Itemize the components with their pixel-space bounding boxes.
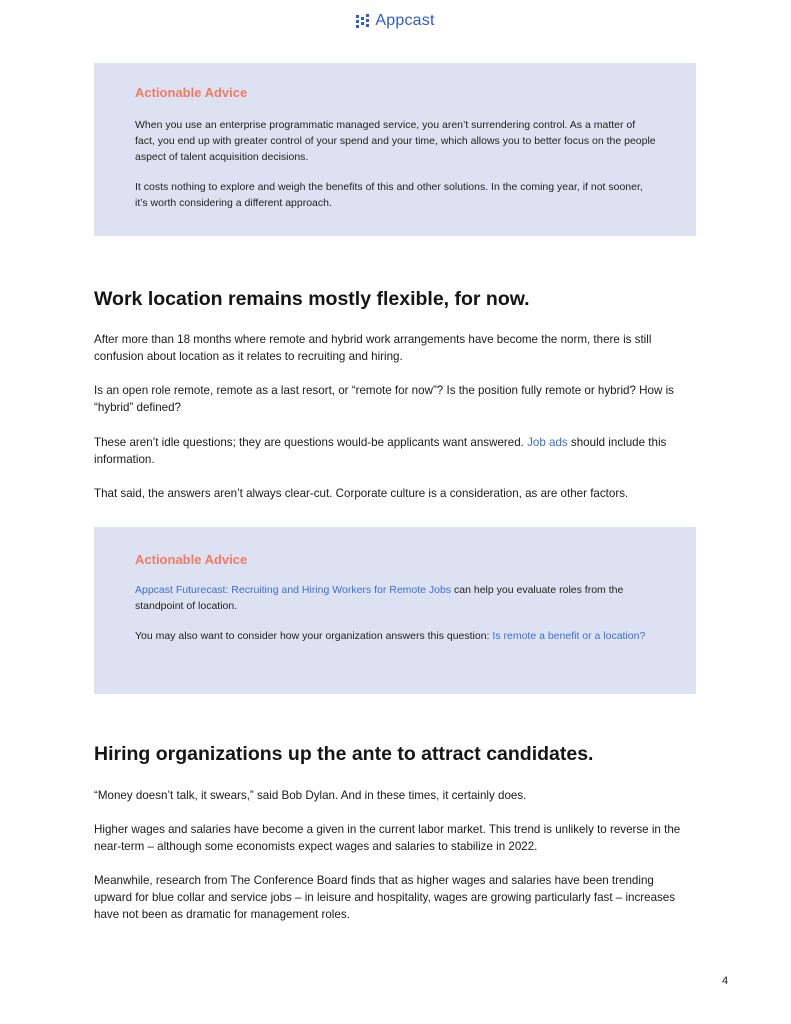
text: can help you evaluate roles from the standpoint of location. (135, 584, 624, 612)
brand-name: Appcast (375, 12, 435, 29)
body-paragraph: Higher wages and salaries have become a given in the current labor market. This trend is unlikely to reverse in the near-term – although some economists expect wages and salaries to stabilize in 2022. (94, 823, 681, 853)
advice-box-1 (94, 63, 696, 236)
text: These aren’t idle questions; they are questions would-be applicants want answered. (94, 436, 528, 449)
body-paragraph (94, 434, 694, 468)
advice-box-2 (94, 527, 696, 694)
body-paragraph: Is an open role remote, remote as a last resort, or “remote for now”? Is the position fully remote or hybrid? How is “hybrid” defined? (94, 384, 674, 414)
job-ads-link[interactable]: Job ads (527, 436, 568, 449)
advice-paragraph (135, 582, 656, 614)
section-heading-hiring: Hiring organizations up the ante to attract candidates. (94, 743, 594, 765)
text: should include this information. (94, 436, 667, 466)
body-paragraph: Meanwhile, research from The Conference Board finds that as higher wages and salaries have been trending upward for blue collar and service jobs – in leisure and hospitality, wages are growing particularly fast – increases have not been as dramatic for management roles. (94, 874, 676, 921)
header-logo (0, 12, 791, 30)
body-paragraph: That said, the answers aren’t always clear-cut. Corporate culture is a consideration, as are other factors. (94, 487, 629, 500)
section-heading-work-location: Work location remains mostly flexible, for now. (94, 288, 530, 310)
advice-paragraph (135, 628, 656, 644)
remote-benefit-link[interactable]: Is remote a benefit or a location? (492, 630, 646, 642)
body-paragraph: “Money doesn’t talk, it swears,” said Bob Dylan. And in these times, it certainly does. (94, 789, 527, 802)
advice-title: Actionable Advice (135, 85, 248, 100)
advice-paragraph: It costs nothing to explore and weigh the benefits of this and other solutions. In the coming year, if not sooner, it’s worth considering a different approach. (135, 181, 643, 209)
futurecast-link[interactable]: Appcast Futurecast: Recruiting and Hiring Workers for Remote Jobs (135, 584, 452, 596)
text: You may also want to consider how your organization answers this question: (135, 630, 493, 642)
page-number: 4 (722, 975, 729, 987)
body-paragraph: After more than 18 months where remote and hybrid work arrangements have become the norm, there is still confusion about location as it relates to recruiting and hiring. (94, 333, 652, 363)
advice-title: Actionable Advice (135, 552, 248, 567)
appcast-logo-icon (356, 14, 370, 28)
advice-paragraph: When you use an enterprise programmatic managed service, you aren’t surrendering control. As a matter of fact, you end up with greater control of your spend and your time, which allows you to better focus on the people aspect of talent acquisition decisions. (135, 119, 656, 163)
